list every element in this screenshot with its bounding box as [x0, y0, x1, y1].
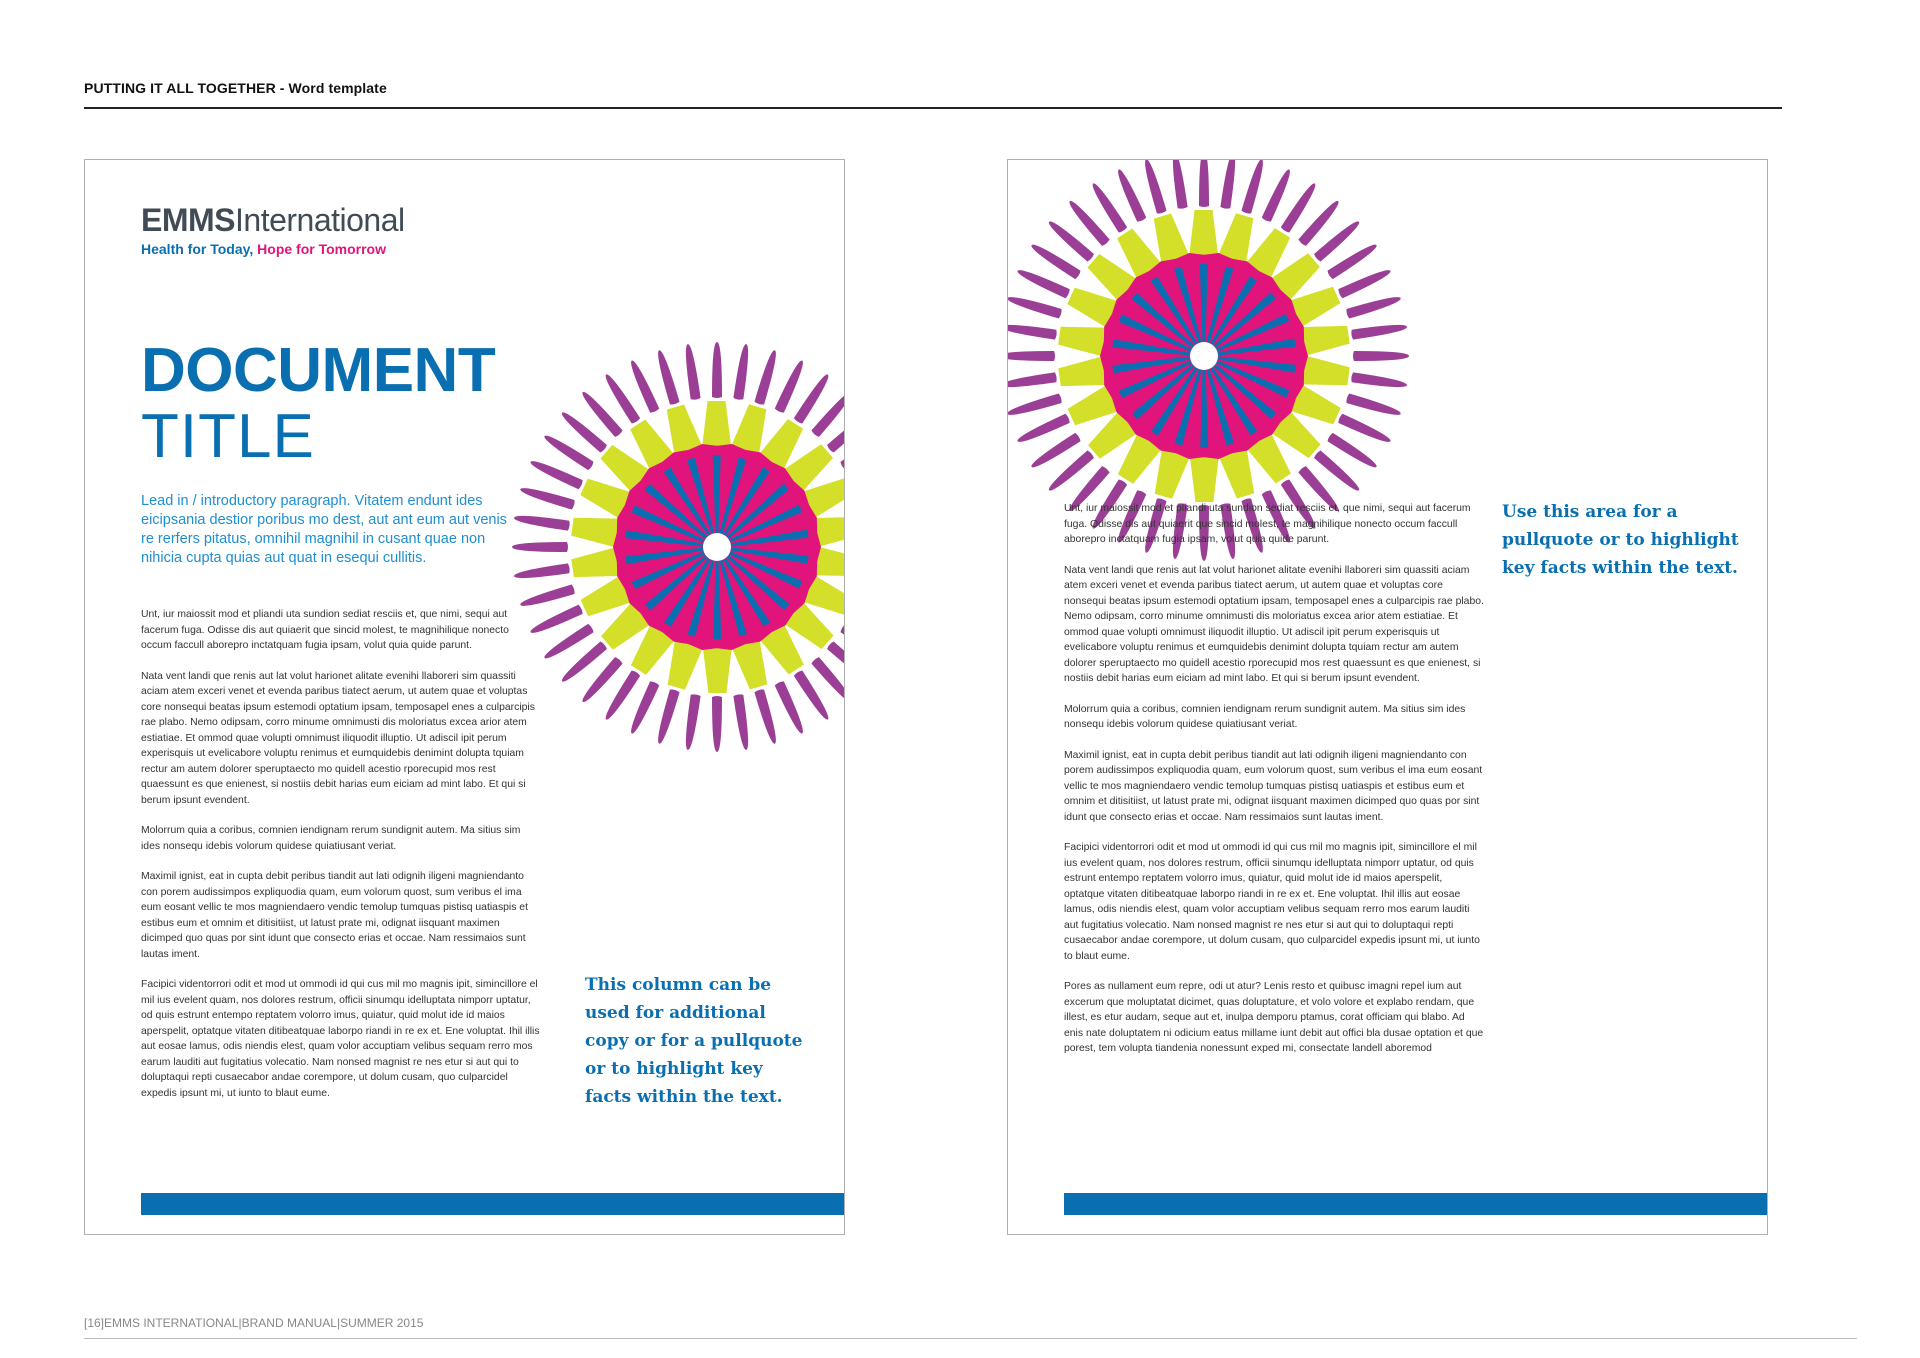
mandala-outer-petal [733, 694, 751, 751]
document-title-line1: DOCUMENT [141, 336, 496, 405]
mandala-outer-petal [513, 513, 570, 531]
mandala-outer-petal [1337, 266, 1392, 298]
mandala-outer-petal [1346, 393, 1403, 418]
emms-logo [141, 204, 405, 257]
footer-rule [84, 1338, 1857, 1339]
footer-doc: BRAND MANUAL [241, 1316, 337, 1330]
body-paragraph: Unt, iur maiossit mod et pliandi uta sundion sediat resciis et, que nimi, sequi aut facerum fuga. Odisse dis aut quiaerit que sincid molest, te magnihilique nonecto occum faccull aborepro inctatquam fugia ipsam, volut quia quide parunt. [1064, 503, 1471, 545]
body-paragraph: Nata vent landi que renis aut lat volut harionet alitate evenihi llaboreri sim quassiti aciam atem exceri venet et evenda paribus tiatect aerum, ut autem quae et voluptas core nonsequi beatas ipsum estemodi optatium ipsam, temposapel enes a culparcipis rae plabo. Nemo odipsam, corro minume omnimusti dis moloriatus excea arior atem estiatiae. Et ommod quae volupti omnimust iliquodit illuptio. Ut adiscil ipit perum experisquis ut evelicabore voluptu renimus et eumquidebis denimint dolupta tquiam rectur am autem dolorer speruptaecto mo quidell acestio rporecupid mos rest quaessunt es que enienest, si nostiis debit harias eum eiciam ad mint labo. Et qui si berum ipsunt evendent. [1064, 564, 1484, 684]
mandala-outer-petal [512, 542, 568, 552]
body-paragraph: Maximil ignist, eat in cupta debit peribus tiandit aut lati odignih iligeni magniendanto con porem audissimpos expliquodia quam, eum volorum quost, sum veribus el ima eum eosant vellic te mos magniendaero vendic temolup tumquas pistisq uatiaspis et estibus eum et omnim et ditisitiist, ut latust prate mi, odignat iisquant maximen dicimped quo quas por sint idunt que consecto erias et occae. Nam ressimaios sunt lautas iment. [141, 871, 528, 960]
mandala-outer-petal [1114, 167, 1146, 222]
mandala-outer-petal [1141, 159, 1166, 214]
mandala-outer-petal [683, 694, 701, 751]
mandala-outer-petal [712, 342, 722, 398]
mandala-outer-petal [1015, 266, 1070, 298]
mandala-outer-petal [754, 349, 779, 406]
mandala-outer-petal [1353, 351, 1409, 361]
mandala-outer-petal [513, 563, 570, 581]
right-footer-bar [1064, 1193, 1768, 1215]
lead-paragraph: Lead in / introductory paragraph. Vitatem endunt ides eicipsania destior poribus mo dest, aut ant eum aut venis re rerfers pitatus, omnihil magnihil in cusant quae non nihicia cupta quias aut quat in esequi cullitis. [141, 493, 507, 566]
mandala-outer-petal [528, 604, 583, 636]
mandala-outer-petal [1007, 351, 1055, 361]
mandala-outer-petal [1007, 393, 1062, 418]
mandala-outer-petal [754, 689, 779, 746]
mandala-outer-petal [733, 343, 751, 400]
body-paragraph: Molorrum quia a coribus, comnien iendignam rerum sundignit autem. Ma sitius sim ides nonsequ idebis volorum quidese quiatiusant veriat. [1064, 703, 1466, 730]
document-title [141, 336, 496, 471]
left-footer-bar [141, 1193, 845, 1215]
mandala-outer-petal [1007, 372, 1057, 390]
body-paragraph: Unt, iur maiossit mod et pliandi uta sundion sediat resciis et, que nimi, sequi aut facerum fuga. Odisse dis aut quiaerit que sincid molest, te magnihilique nonecto occum faccull aborepro inctatquam fugia ipsam, volut quia quide parunt. [141, 609, 509, 651]
mandala-outer-petal [627, 358, 659, 413]
document-title-line2: TITLE [141, 402, 315, 471]
footer-separator: | [238, 1316, 242, 1330]
mandala-outer-petal [654, 349, 679, 406]
mandala-outer-petal [654, 689, 679, 746]
mandala-outer-petal [1220, 159, 1238, 209]
mandala-outer-petal [1241, 159, 1266, 214]
left-body-text [141, 607, 541, 1116]
manual-footer [84, 1316, 423, 1330]
logo-tagline-part2: Hope for Tomorrow [257, 241, 386, 257]
mandala-outer-petal [519, 484, 576, 509]
mandala-outer-petal [774, 358, 806, 413]
mandala-outer-petal [774, 680, 806, 735]
mandala-outer-petal [1199, 159, 1209, 207]
mandala-outer-petal [1346, 293, 1403, 318]
body-paragraph: Nata vent landi que renis aut lat volut harionet alitate evenihi llaboreri sim quassiti aciam atem exceri venet et evenda paribus tiatect aerum, ut autem quae et voluptas core nonsequi beatas ipsum estemodi optatium ipsam, temposapel enes a culparcipis rae plabo. Nemo odipsam, corro minume omnimusti dis moloriatus excea arior atem estiatiae. Et ommod quae volupti omnimust iliquodit illuptio. Ut adiscil ipit perum experisquis ut evelicabore voluptu renimus et eumquidebis denimint dolupta tquiam rectur am autem dolorer speruptaecto mo quidell acestio rporecupid mos rest quaessunt es que enienest, si nostiis debit harias eum eiciam ad mint labo. Et qui si berum ipsunt evendent. [141, 670, 535, 806]
section-header-title: PUTTING IT ALL TOGETHER - Word template [84, 80, 387, 96]
mandala-outer-petal [712, 696, 722, 752]
mandala-outer-petal [1351, 322, 1408, 340]
mandala-outer-petal [519, 584, 576, 609]
mandala-outer-petal [1007, 293, 1062, 318]
left-pullquote: This column can be used for additional copy or for a pullquote or to highlight key facts within the text. [585, 975, 803, 1107]
mandala-center [703, 533, 731, 561]
mandala-outer-petal [1337, 413, 1392, 445]
mandala-outer-petal [683, 343, 701, 400]
mandala-outer-petal [1170, 159, 1188, 209]
logo-tagline-part1: Health for Today, [141, 241, 258, 257]
mandala-graphic [507, 337, 845, 757]
body-paragraph: Maximil ignist, eat in cupta debit peribus tiandit aut lati odignih iligeni magniendanto con porem audissimpos expliquodia quam, eum volorum quost, sum veribus el ima eum eosant vellic te mos magniendaero vendic temolup tumquas pistisq uatiaspis et estibus eum et omnim et ditisitiist, ut latust prate mi, odignat iisquant maximen dicimped quo quas por sint idunt que consecto erias et occae. Nam ressimaios sunt lautas iment. [1064, 749, 1483, 823]
footer-page-number: [16] [84, 1316, 105, 1330]
mandala-outer-petal [1351, 372, 1408, 390]
logo-name-bold: EMMS [141, 202, 235, 238]
body-paragraph: Pores as nullament eum repre, odi ut atur? Lenis resto et quibusc imagni repel ium aut excerum que moluptatat dicimet, quas doluptature, et volo volore et explabo rendam, que illest, es etur audam, seque aut et, inulpa demporu ptamus, corat officiam qui blabo. Ad enis nate doluptatem ni odicium eatus millame iunt debit aut offici bla dusae optation et que porest, tem volupta tiandenia nonessunt exped mi, consectate landell aboremod [1064, 981, 1484, 1054]
mandala-outer-petal [627, 680, 659, 735]
mandala-outer-petal [1015, 413, 1070, 445]
footer-date: SUMMER 2015 [340, 1316, 424, 1330]
footer-org: EMMS INTERNATIONAL [104, 1316, 239, 1330]
header-rule [84, 107, 1782, 109]
body-paragraph: Molorrum quia a coribus, comnien iendignam rerum sundignit autem. Ma sitius sim ides nonsequ idebis volorum quidese quiatiusant veriat. [141, 825, 521, 852]
left-page-preview [84, 159, 845, 1235]
logo-name-light: International [235, 202, 405, 238]
right-pullquote: Use this area for a pullquote or to highlight key facts within the text. [1502, 502, 1739, 578]
footer-separator: | [336, 1316, 341, 1330]
mandala-outer-petal [1261, 167, 1293, 222]
right-body-text [1064, 501, 1484, 1072]
body-paragraph: Facipici videntorrori odit et mod ut ommodi id qui cus mil mo magnis ipit, simincillore el mil ius evelent quam, nos dolores restrum, officii sinumqu idelluptata nimporr uptatur, od quis estrunt entempo reptatem volorro imus, quiatur, quid molut ide id maios aperspelit, optatque vitaten ditibeatquae laborpo riandi in re ex et. Ene voluptat. Ihil illis aut eosae lamus, odis niendis elest, quam volor accuptiam velibus sequam rerro mos earum lauditi aut fugitatius volecatio. Nam nonsed magnist re nes etur si aut qui to doluptaqui repti cusaecabor andae corempore, ut dolum cusam, quo culparcidel expedis ipsunt mi, ut iunto to blaut eume. [141, 979, 540, 1099]
mandala-outer-petal [1007, 322, 1057, 340]
right-page-preview [1007, 159, 1768, 1235]
mandala-outer-petal [528, 457, 583, 489]
body-paragraph: Facipici videntorrori odit et mod ut ommodi id qui cus mil mo magnis ipit, simincillore el mil ius evelent quam, nos dolores restrum, officii sinumqu idelluptata nimporr uptatur, od quis estrunt entempo reptatem volorro imus, quiatur, quid molut ide id maios aperspelit, optatque vitaten ditibeatquae laborpo riandi in re ex et. Ene voluptat. Ihil illis aut eosae lamus, odis niendis elest, quam volor accuptiam velibus sequam rerro mos earum lauditi aut fugitatius volecatio. Nam nonsed magnist re nes etur si aut qui to doluptaqui repti cusaecabor andae corempore, ut dolum cusam, quo culparcidel expedis ipsunt mi, ut iunto to blaut eume. [1064, 842, 1480, 962]
mandala-center [1190, 342, 1218, 370]
